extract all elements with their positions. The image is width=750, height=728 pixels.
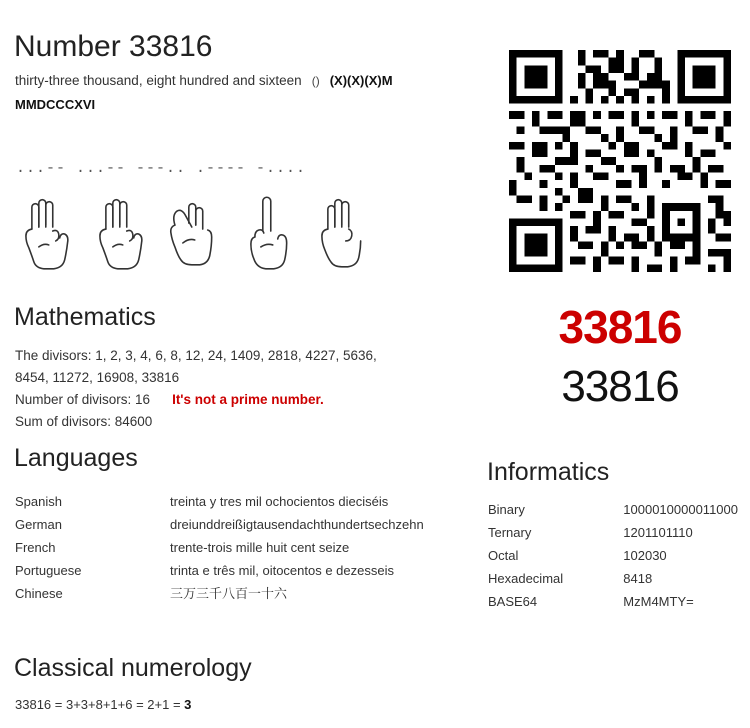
language-value: trente-trois mille huit cent seize	[170, 540, 350, 555]
informatics-table	[488, 498, 738, 613]
section-heading-classical-numerology: Classical numerology	[14, 654, 252, 682]
section-heading-languages: Languages	[14, 444, 138, 472]
informatics-value: 1000010000011000	[623, 502, 738, 517]
table-row	[15, 559, 475, 582]
table-row	[488, 544, 738, 567]
language-name: Chinese	[15, 586, 63, 601]
language-name: German	[15, 517, 62, 532]
table-row	[15, 513, 475, 536]
informatics-value: 1201101110	[623, 525, 693, 540]
hand-sign-3-icon	[86, 195, 152, 275]
sum-of-divisors: Sum of divisors: 84600	[15, 414, 153, 429]
language-name: Portuguese	[15, 563, 82, 578]
table-row	[488, 567, 738, 590]
languages-table	[15, 490, 475, 605]
morse-code: ...-- ...-- ---.. .---- -....	[16, 160, 307, 177]
number-display-red: 33816	[558, 301, 682, 353]
hand-sign-6-icon	[306, 195, 372, 275]
qr-code	[509, 50, 731, 272]
informatics-value: 8418	[623, 571, 653, 586]
numerology-expression: 33816 = 3+3+8+1+6 = 2+1 =	[15, 697, 185, 712]
prime-status: It's not a prime number.	[172, 392, 324, 407]
classical-numerology-formula	[15, 697, 191, 712]
table-row	[15, 536, 475, 559]
informatics-value: MzM4MTY=	[623, 594, 694, 609]
informatics-name: Hexadecimal	[488, 571, 564, 586]
informatics-name: Binary	[488, 502, 525, 517]
language-value: trinta e três mil, oitocentos e dezesseis	[170, 563, 394, 578]
table-row	[488, 498, 738, 521]
roman-numeral: MMDCCCXVI	[15, 97, 96, 112]
divisors-line-1: The divisors: 1, 2, 3, 4, 6, 8, 12, 24, 1409, 2818, 4227, 5636,	[15, 348, 377, 363]
table-row	[15, 490, 475, 513]
hand-sign-3-icon	[12, 195, 78, 275]
word-form-text: thirty-three thousand, eight hundred and sixteen	[15, 73, 302, 88]
table-row	[15, 582, 475, 605]
divisors-count: Number of divisors: 16	[15, 392, 151, 407]
language-name: French	[15, 540, 56, 555]
informatics-name: BASE64	[488, 594, 538, 609]
hand-sign-1-icon	[233, 195, 299, 275]
table-row	[488, 521, 738, 544]
page-title: Number 33816	[14, 30, 213, 64]
table-row	[488, 590, 738, 613]
informatics-name: Ternary	[488, 525, 532, 540]
mathematics-body	[15, 346, 485, 434]
number-word-form	[15, 70, 495, 116]
informatics-value: 102030	[623, 548, 667, 563]
language-value: treinta y tres mil ochocientos dieciséis	[170, 494, 389, 509]
language-value: 三万三千八百一十六	[170, 586, 288, 601]
language-name: Spanish	[15, 494, 62, 509]
hand-sign-8-icon	[159, 195, 225, 275]
divisors-count-row	[15, 390, 485, 410]
word-form-paren: ()	[311, 74, 320, 88]
divisors-line-2: 8454, 11272, 16908, 33816	[15, 370, 180, 385]
section-heading-informatics: Informatics	[487, 458, 610, 486]
qr-code-image	[509, 50, 731, 272]
informatics-name: Octal	[488, 548, 519, 563]
sign-language-digits	[12, 195, 372, 275]
numerology-result: 3	[184, 697, 192, 712]
number-display-black: 33816	[561, 362, 679, 411]
section-heading-mathematics: Mathematics	[14, 303, 156, 331]
language-value: dreiunddreißigtausendachthundertsechzehn	[170, 517, 424, 532]
roman-numeral-apostrophus: (X)(X)(X)M	[329, 73, 393, 88]
